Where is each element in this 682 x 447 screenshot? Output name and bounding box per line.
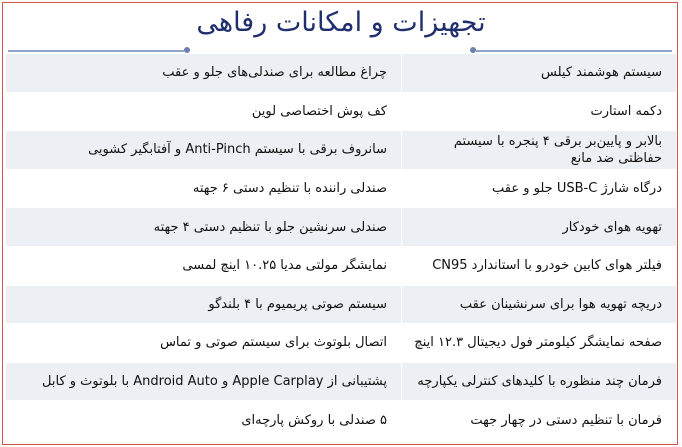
- table-cell-right: صفحه نمایشگر کیلومتر فول دیجیتال ۱۲.۳ اینچ: [414, 335, 662, 351]
- table-row: [6, 131, 676, 170]
- title-dot-right: [470, 47, 476, 53]
- page-title: تجهیزات و امکانات رفاهی: [196, 7, 486, 38]
- table-cell-right: دکمه استارت: [590, 103, 662, 119]
- table-cell-left: صندلی سرنشین جلو با تنظیم دستی ۴ جهته: [6, 208, 402, 246]
- table-cell-right: بالابر و پایین‌بر برقی ۴ پنجره با سیستم حفاظتی ضد مانع: [453, 133, 662, 166]
- table-cell-left: سیستم صوتی پریمیوم با ۴ بلندگو: [6, 286, 402, 324]
- table-row: [6, 247, 676, 286]
- features-table: [6, 54, 676, 440]
- table-row: [6, 93, 676, 132]
- table-cell-right: سیستم هوشمند کیلس: [541, 65, 662, 81]
- table-cell-left: کف پوش اختصاصی لوین: [6, 93, 402, 131]
- table-cell-left: پشتیبانی از Apple Carplay و Android Auto با بلوتوث و کابل: [6, 363, 402, 401]
- table-cell-left: سانروف برقی با سیستم Anti-Pinch و آفتابگیر کشویی: [6, 131, 402, 169]
- title-underline-right: [476, 50, 672, 52]
- table-cell-left: اتصال بلوتوث برای سیستم صوتی و تماس: [6, 324, 402, 362]
- table-row: [6, 363, 676, 402]
- table-row: [6, 401, 676, 440]
- table-cell-left: نمایشگر مولتی مدیا ۱۰.۲۵ اینچ لمسی: [6, 247, 402, 285]
- table-cell-right: دریچه تهویه هوا برای سرنشینان عقب: [459, 296, 662, 312]
- table-cell-left: ۵ صندلی با روکش پارچه‌ای: [6, 401, 402, 439]
- table-cell-left: صندلی راننده با تنظیم دستی ۶ جهته: [6, 170, 402, 208]
- table-row: [6, 286, 676, 325]
- title-dot-left: [184, 47, 190, 53]
- table-row: [6, 170, 676, 209]
- table-cell-left: چراغ مطالعه برای صندلی‌های جلو و عقب: [6, 54, 402, 92]
- table-row: [6, 324, 676, 363]
- table-row: [6, 54, 676, 93]
- table-cell-right: درگاه شارژ USB-C جلو و عقب: [491, 181, 662, 197]
- table-row: [6, 208, 676, 247]
- table-cell-right: فرمان با تنظیم دستی در چهار جهت: [470, 412, 662, 428]
- table-cell-right: فرمان چند منظوره با کلیدهای کنترلی یکپارچه: [417, 374, 662, 390]
- title-underline-left: [8, 50, 184, 52]
- header: [0, 0, 682, 52]
- table-cell-right: فیلتر هوای کابین خودرو با استاندارد CN95: [432, 258, 662, 274]
- table-cell-right: تهویه هوای خودکار: [562, 219, 662, 235]
